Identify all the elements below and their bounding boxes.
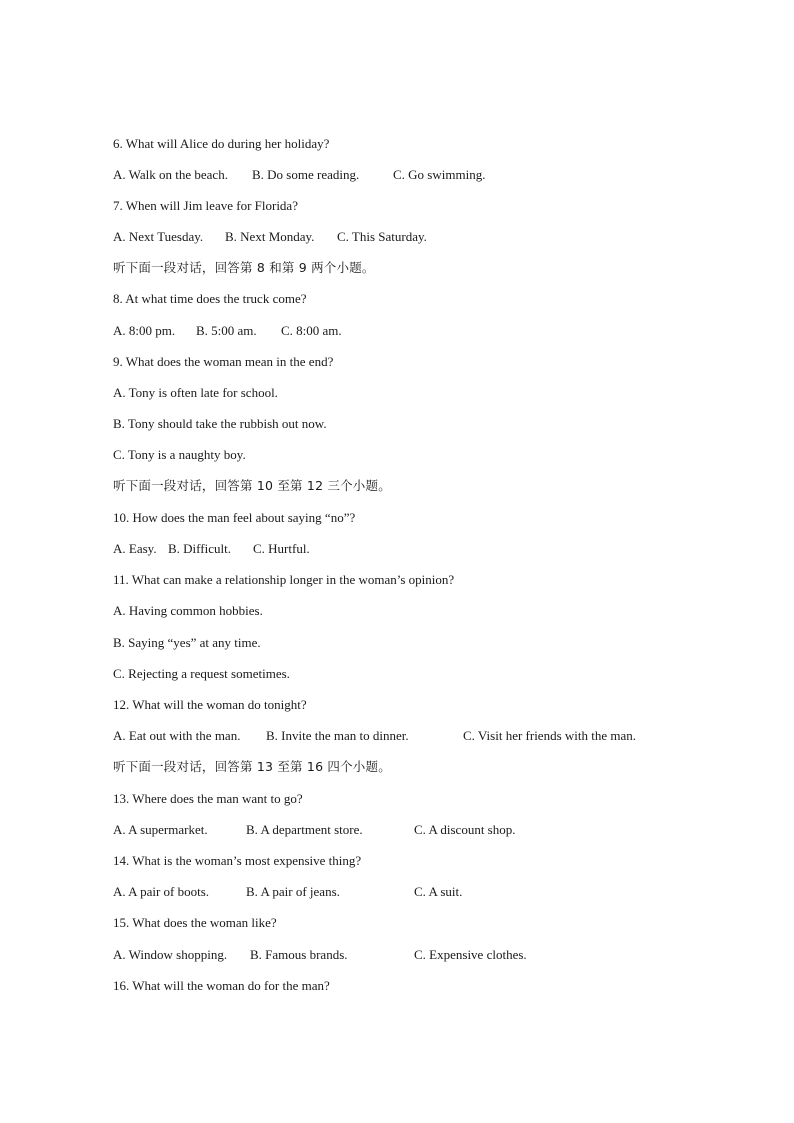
question-8: 8. At what time does the truck come? [113, 291, 307, 306]
option-9b: B. Tony should take the rubbish out now. [113, 416, 327, 431]
section-heading-13-16: 听下面一段对话，回答第 13 至第 16 四个小题。 [113, 759, 391, 774]
question-12: 12. What will the woman do tonight? [113, 697, 307, 712]
option-13c: C. A discount shop. [414, 822, 516, 837]
option-6b: B. Do some reading. [252, 167, 360, 182]
question-6: 6. What will Alice do during her holiday? [113, 136, 330, 151]
option-11a: A. Having common hobbies. [113, 603, 263, 618]
option-15b: B. Famous brands. [250, 947, 348, 962]
question-15: 15. What does the woman like? [113, 915, 277, 930]
option-7b: B. Next Monday. [225, 229, 315, 244]
question-13: 13. Where does the man want to go? [113, 791, 303, 806]
option-7c: C. This Saturday. [337, 229, 427, 244]
option-8a: A. 8:00 pm. [113, 323, 176, 338]
option-14c: C. A suit. [414, 884, 463, 899]
question-9: 9. What does the woman mean in the end? [113, 354, 334, 369]
section-heading-10-12: 听下面一段对话，回答第 10 至第 12 三个小题。 [113, 478, 391, 493]
option-9c: C. Tony is a naughty boy. [113, 447, 246, 462]
option-12b: B. Invite the man to dinner. [266, 728, 409, 743]
option-7a: A. Next Tuesday. [113, 229, 204, 244]
option-10a: A. Easy. [113, 541, 157, 556]
option-14a: A. A pair of boots. [113, 884, 210, 899]
option-10c: C. Hurtful. [253, 541, 310, 556]
option-11c: C. Rejecting a request sometimes. [113, 666, 290, 681]
option-13b: B. A department store. [246, 822, 363, 837]
question-10: 10. How does the man feel about saying “no”? [113, 510, 356, 525]
option-15a: A. Window shopping. [113, 947, 228, 962]
section-heading-8-9: 听下面一段对话，回答第 8 和第 9 两个小题。 [113, 260, 375, 275]
option-10b: B. Difficult. [168, 541, 231, 556]
option-14b: B. A pair of jeans. [246, 884, 340, 899]
option-9a: A. Tony is often late for school. [113, 385, 278, 400]
option-6a: A. Walk on the beach. [113, 167, 228, 182]
option-8c: C. 8:00 am. [281, 323, 342, 338]
option-13a: A. A supermarket. [113, 822, 208, 837]
option-15c: C. Expensive clothes. [414, 947, 527, 962]
question-7: 7. When will Jim leave for Florida? [113, 198, 298, 213]
option-12c: C. Visit her friends with the man. [463, 728, 637, 743]
option-11b: B. Saying “yes” at any time. [113, 635, 261, 650]
question-16: 16. What will the woman do for the man? [113, 978, 330, 993]
question-11: 11. What can make a relationship longer in the woman’s opinion? [113, 572, 455, 587]
option-8b: B. 5:00 am. [196, 323, 257, 338]
option-12a: A. Eat out with the man. [113, 728, 241, 743]
option-6c: C. Go swimming. [393, 167, 486, 182]
question-14: 14. What is the woman’s most expensive thing? [113, 853, 362, 868]
